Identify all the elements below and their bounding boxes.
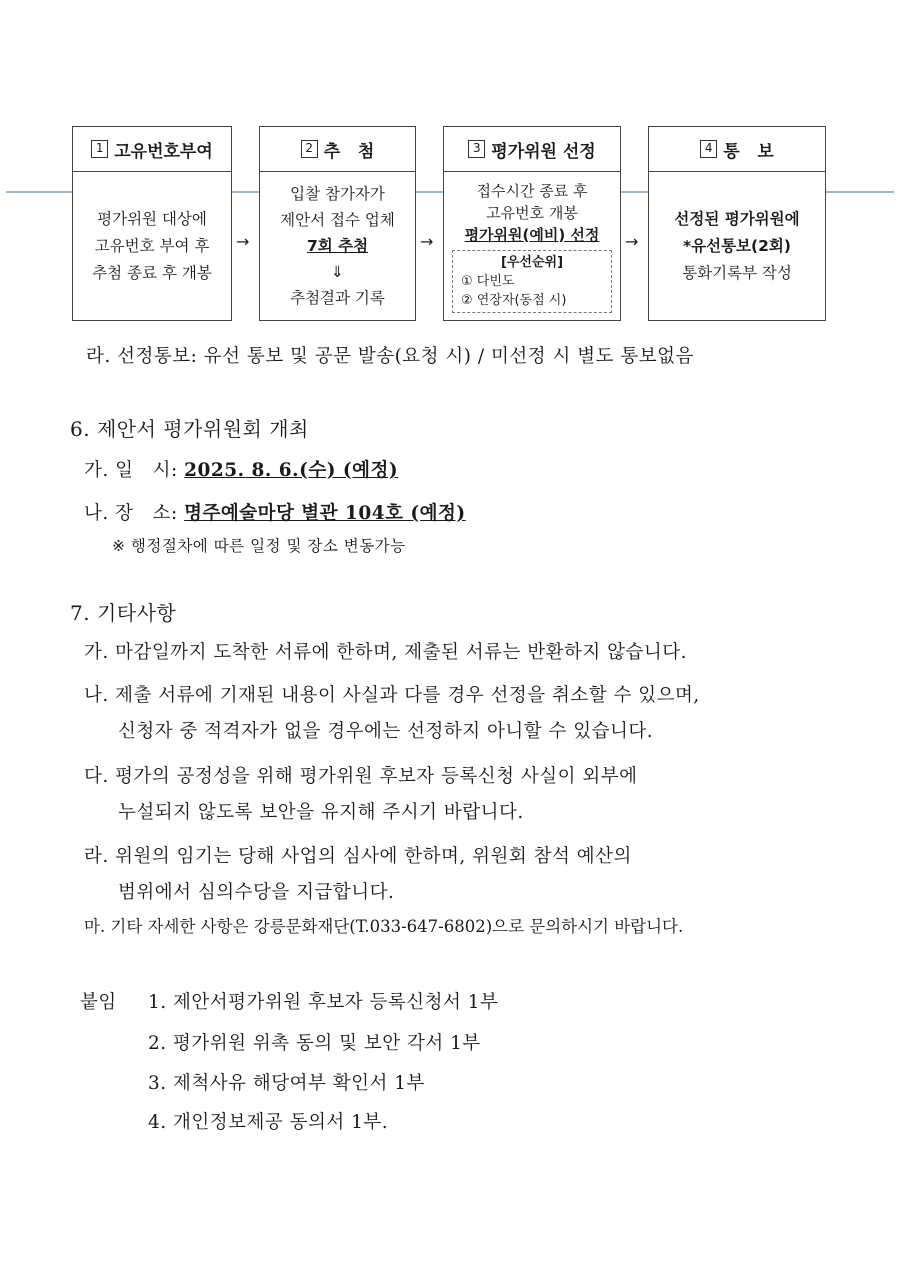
flow-step-3-header [444,127,620,172]
flow-arrow-icon: → [420,232,434,251]
misc-item-cont: 누설되지 않도록 보안을 유지해 주시기 바랍니다. [118,802,524,823]
step-title: 추 첨 [323,141,375,162]
attachment-item: 4. 개인정보제공 동의서 1부. [148,1112,389,1133]
attachments-label: 붙임 [80,992,117,1013]
down-arrow-icon: ⇓ [331,263,344,281]
step-text: 통화기록부 작성 [682,263,792,282]
misc-item: 나. 제출 서류에 기재된 내용이 사실과 다를 경우 선정을 취소할 수 있으며, [84,685,700,706]
step-number: 4 [700,140,717,158]
attachment-item: 2. 평가위원 위촉 동의 및 보안 각서 1부 [148,1033,481,1054]
step-text: 고유번호 개봉 [486,203,578,222]
step-highlight: 평가위원(예비) 선정 [464,225,600,244]
misc-item: 마. 기타 자세한 사항은 강릉문화재단(T.033-647-6802)으로 문의하시기 바랍니다. [84,917,684,936]
date-label: 가. 일 시: [84,460,185,481]
misc-item-cont: 범위에서 심의수당을 지급합니다. [118,882,395,903]
step-number: 3 [468,140,485,158]
flow-step-2 [259,126,416,321]
misc-item-cont: 신청자 중 적격자가 없을 경우에는 선정하지 아니할 수 있습니다. [118,721,654,742]
step-text: 고유번호 부여 후 [94,236,210,255]
step-highlight: 7회 추첨 [306,237,369,255]
step-number: 2 [301,140,318,158]
priority-box [452,250,612,313]
misc-item: 다. 평가의 공정성을 위해 평가위원 후보자 등록신청 사실이 외부에 [84,766,638,787]
place-value: 명주예술마당 별관 104호 (예정) [184,503,466,524]
attachment-item: 3. 제척사유 해당여부 확인서 1부 [148,1073,425,1094]
section-6-title: 6. 제안서 평가위원회 개최 [70,417,309,441]
date-row [84,456,398,482]
flow-arrow-icon: → [625,232,639,251]
place-row [84,499,466,525]
step-number: 1 [91,140,108,158]
step-highlight: 선정된 평가위원에 [674,209,800,228]
flow-step-2-header [260,127,415,172]
priority-header: [우선순위] [500,254,564,270]
step-text: 제안서 접수 업체 [280,211,395,229]
priority-item: ① 다빈도 [461,273,515,289]
step-text: 평가위원 대상에 [97,209,207,228]
step-text: 추첨 종료 후 개봉 [92,263,212,282]
flow-step-4 [648,126,826,321]
flow-step-4-header [649,127,825,172]
step-text: 입찰 참가자가 [290,185,385,203]
misc-item: 라. 위원의 임기는 당해 사업의 심사에 한하며, 위원회 참석 예산의 [84,846,632,867]
step-highlight: *유선통보(2회) [683,236,791,255]
step-title: 고유번호부여 [114,141,213,162]
attachment-item: 1. 제안서평가위원 후보자 등록신청서 1부 [148,992,499,1013]
flow-step-1-header [73,127,231,172]
step-title: 평가위원 선정 [491,141,596,162]
place-label: 나. 장 소: [84,503,185,524]
step-text: 접수시간 종료 후 [476,181,588,200]
schedule-note: ※ 행정절차에 따른 일정 및 장소 변동가능 [112,537,406,555]
priority-item: ② 연장자(동점 시) [461,292,567,308]
step-text: 추첨결과 기록 [290,289,385,307]
step-title: 통 보 [723,141,774,162]
section-7-title: 7. 기타사항 [70,601,177,625]
misc-item: 가. 마감일까지 도착한 서류에 한하며, 제출된 서류는 반환하지 않습니다. [84,642,687,663]
notice-line: 라. 선정통보: 유선 통보 및 공문 발송(요청 시) / 미선정 시 별도 통보없음 [86,346,694,367]
date-value: 2025. 8. 6.(수) (예정) [184,460,399,481]
flow-step-3 [443,126,621,321]
flow-step-1 [72,126,232,321]
flow-arrow-icon: → [236,232,250,251]
